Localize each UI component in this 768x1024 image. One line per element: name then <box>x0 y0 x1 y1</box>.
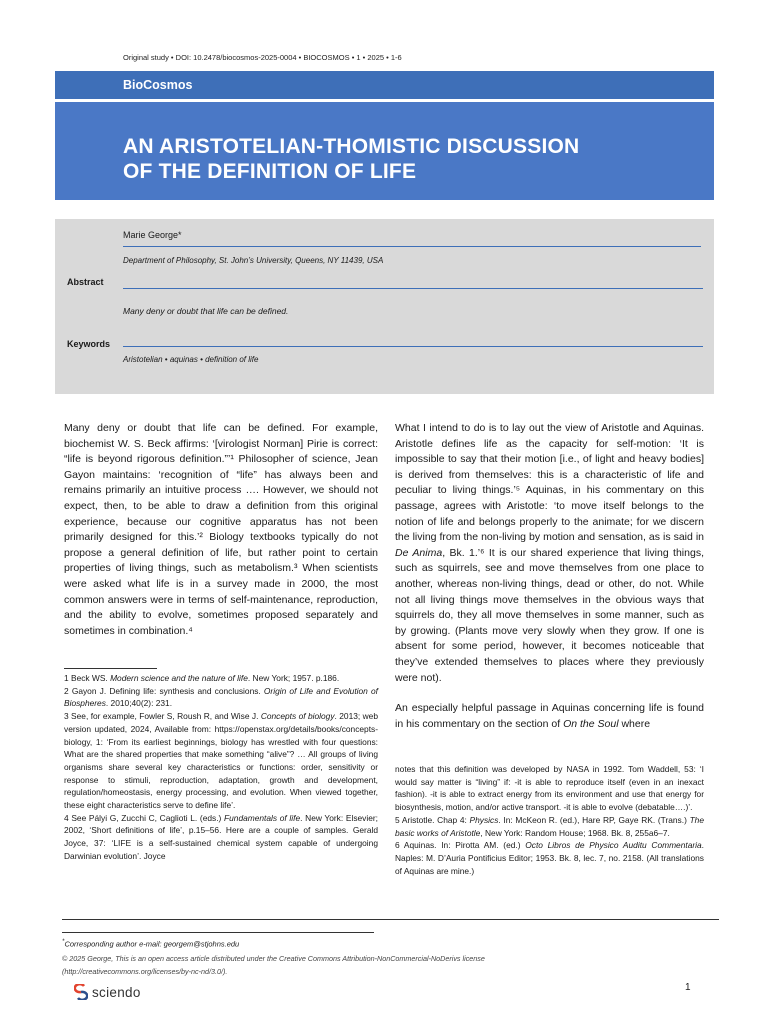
article-info-box <box>55 219 714 394</box>
footnote-2: 2 Gayon J. Defining life: synthesis and conclusions. Origin of Life and Evolution of Biospheres. 2010;40(2): 231. <box>64 685 378 709</box>
title-line-1: AN ARISTOTELIAN-THOMISTIC DISCUSSION <box>123 135 580 158</box>
footnote-1: 1 Beck WS. Modern science and the nature of life. New York; 1957. p.186. <box>64 673 340 683</box>
footnote-3: 3 See, for example, Fowler S, Roush R, and Wise J. Concepts of biology. 2013; web version updated, 2024, Available from: https://openstax.org/details/books/concepts-biology, 1: ‘From its earliest beginnings, biology has wrestled with four questions: What are the shared properties that make something “alive”? … All groups of living organisms share several key characteristics or functions: order, sensitivity or response to stimuli, reproduction, adaptation, growth and development, regulation/homeostasis, energy processing, and evolution. When viewed together, these eight characteristics serve to define life’. <box>64 711 378 811</box>
footnote-rule <box>64 668 157 669</box>
journal-bar <box>55 71 714 99</box>
article-meta: Original study • DOI: 10.2478/biocosmos-2025-0004 • BIOCOSMOS • 1 • 2025 • 1-6 <box>123 53 402 62</box>
abstract-label: Abstract <box>67 277 104 287</box>
body-column-left <box>64 421 378 639</box>
footnotes-left <box>64 672 378 863</box>
footnote-4: 4 See Pályi G, Zucchi C, Caglioti L. (eds.) Fundamentals of life. New York: Elsevier; 2002, ‘Short definitions of life’, p.15–56. Here are a couple of samples. Gerald Joyce, 37: ‘LIFE is a self-sustained chemical system capable of undergoing Darwinian evolution’. Joyce <box>64 812 378 861</box>
paragraph: Many deny or doubt that life can be defined. For example, biochemist W. S. Beck affirms: ‘[virologist Norman] Pirie is correct: “life is beyond rigorous definition.”’¹ Philosopher of science, Jean Gayon maintains: ‘recognition of “life” has always been and remains primarily an intuitive process …. However, we should not expect, then, to be able to draw a definition from this original experience, because our cognitive apparatus has not been primarily designed for this.’² Biology textbooks typically do not propose a general definition of life, but rather point to certain properties of living things, such as metabolism.³ When scientists were asked what life is in a survey made in 2000, the most common answers were in terms of self-maintenance, reproduction, and the ability to evolve, sometimes proposed separately and sometimes in combination.⁴ <box>64 422 378 637</box>
keywords-label: Keywords <box>67 339 111 349</box>
footnotes-right <box>395 763 704 877</box>
footnote-4-continued: notes that this definition was developed by NASA in 1992. Tom Waddell, 53: ‘I would say matter is “living” if: -it is able to reproduce itself (even in an inexact fashion). -it is able to extract energy from its environment and use that energy for biosynthesis, motion, and/or active transport. -it is able to evolve (debatable….)’. <box>395 764 704 813</box>
corresponding-author: *Corresponding author e-mail: georgem@stjohns.edu <box>62 938 240 949</box>
publisher-logo <box>74 984 141 1000</box>
title-line-2: OF THE DEFINITION OF LIFE <box>123 160 417 183</box>
footer-rule <box>62 919 719 920</box>
footnote-6: 6 Aquinas. In: Pirotta AM. (ed.) Octo Libros de Physico Auditu Commentaria. Naples: M. D’Auria Pontificius Editor; 1953. Bk. 8, lec. 7, no. 2158. (All translations of Aquinas are mine.) <box>395 840 704 876</box>
abstract-rule <box>123 288 703 289</box>
license-text: © 2025 George, This is an open access article distributed under the Creative Commons Attribution-NonCommercial-NoDerivs license (http://creativecommons.org/licenses/by-nc-nd/3.0/). <box>62 954 485 976</box>
keywords-text: Aristotelian • aquinas • definition of life <box>123 355 259 364</box>
title-block <box>55 102 714 200</box>
body-column-right <box>395 421 704 732</box>
paragraph: An especially helpful passage in Aquinas concerning life is found in his commentary on the section of On the Soul where <box>395 702 704 730</box>
abstract-text: Many deny or doubt that life can be defined. <box>123 306 289 316</box>
footnote-5: 5 Aristotle. Chap 4: Physics. In: McKeon R. (ed.), Hare RP, Gaye RK. (Trans.) The basic works of Aristotle, New York: Random House; 1968. Bk. 8, 255a6–7. <box>395 814 704 838</box>
author-rule <box>123 246 701 247</box>
article-title <box>123 134 693 184</box>
correspondence-rule <box>62 932 374 933</box>
journal-name: BioCosmos <box>123 78 193 92</box>
sciendo-logo-icon <box>74 984 88 1000</box>
page-number: 1 <box>685 982 691 993</box>
paragraph: What I intend to do is to lay out the view of Aristotle and Aquinas. Aristotle defines life as the capacity for self-motion: ‘It is impossible to say that their motion [i.e., of light and heavy bodies] is derived from themselves: this is a characteristic of life and peculiar to living things.’⁵ Aquinas, in his commentary on this passage, agrees with Aristotle: ‘to move itself belongs to the notion of life and belongs properly to the animate; for we discern the living from the non-living by motion and sensation, as is said in De Anima, Bk. 1.’⁶ It is our shared experience that living things, such as squirrels, see and move themselves from one place to another, whereas non-living things, dead or other, do not. While not all living things move themselves in the obvious ways that squirrels do, they all move themselves in some manner, such as by growing. (Plants move very slowly when they grow. If one is absent for some period, however, it becomes noticeable that they’ve extended themselves to places where they previously were not). <box>395 422 704 684</box>
publisher-name: sciendo <box>92 984 141 1000</box>
author-name: Marie George* <box>123 230 182 240</box>
keywords-rule <box>123 346 703 347</box>
affiliation: Department of Philosophy, St. John’s University, Queens, NY 11439, USA <box>123 256 384 265</box>
